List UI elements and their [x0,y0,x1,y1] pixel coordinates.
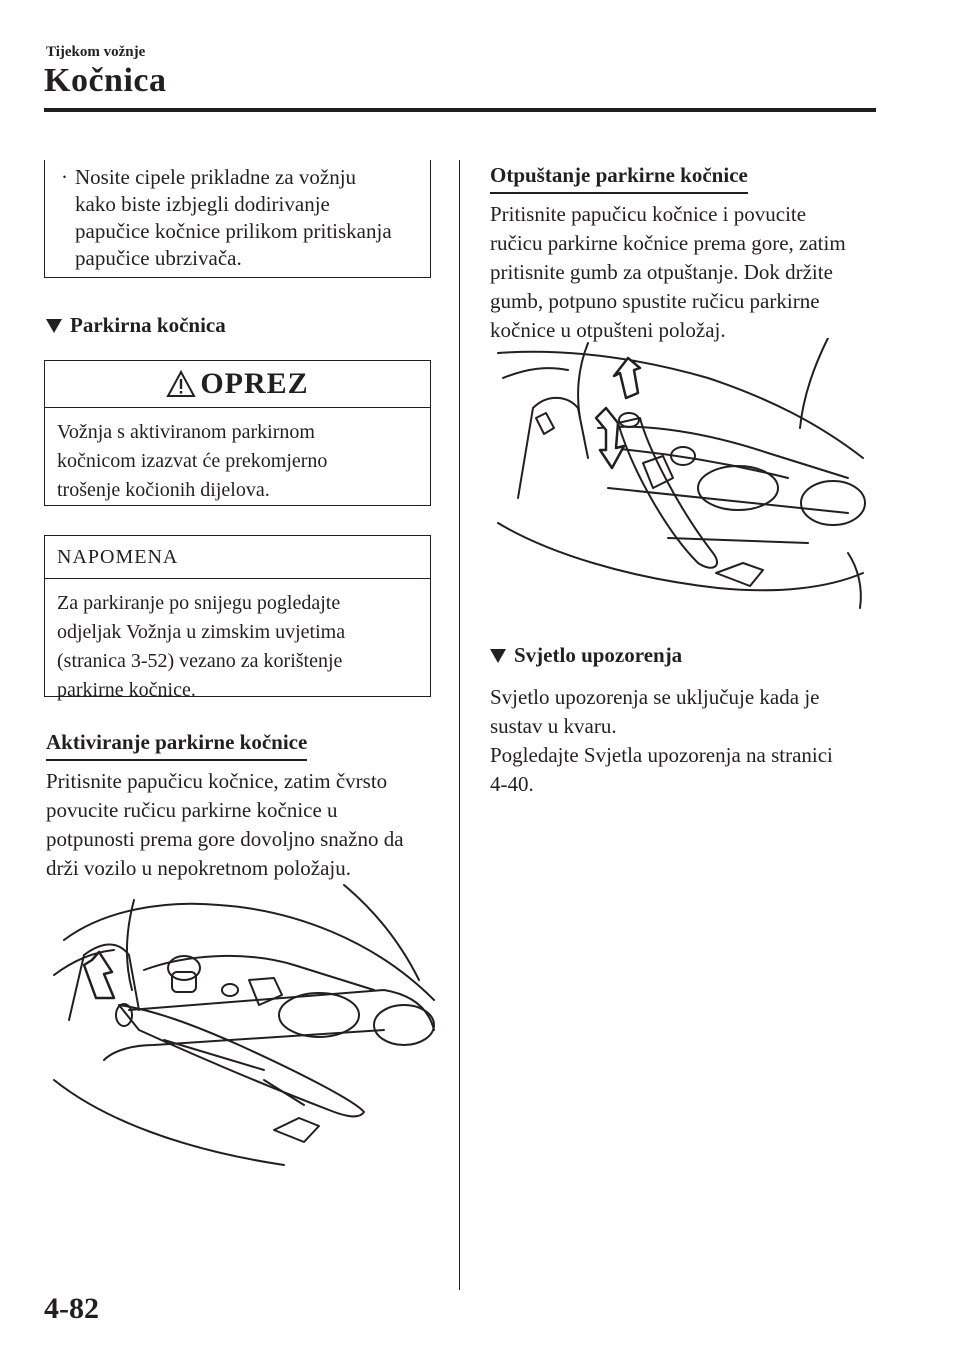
caution-header [45,361,430,408]
release-text: Pritisnite papučicu kočnice i povucite ručicu parkirne kočnice prema gore, zatim pritisnite gumb za otpuštanje. Dok držite gumb, potpuno spustite ručicu parkirne kočnice u otpušteni položaj. [490,202,846,342]
note-text: Za parkiranje po snijegu pogledajte odjeljak Vožnja u zimskim uvjetima (stranica 3-52) vezano za korištenje parkirne kočnice. [57,592,346,701]
chapter-title: Kočnica [44,62,167,99]
bullet-item [61,164,420,272]
page-number: 4-82 [44,1292,99,1325]
bullet-text: Nosite cipele prikladne za vožnju kako biste izbjegli dodirivanje papučice kočnice prilikom pritiskanja papučice ubrzivača. [75,165,392,270]
subheading-parking-brake-label: Parkirna kočnica [70,313,226,337]
subheading-warning-light-label: Svjetlo upozorenja [514,643,683,667]
bullet-box [44,160,431,278]
activation-text: Pritisnite papučicu kočnice, zatim čvrsto povucite ručicu parkirne kočnice u potpunosti prema gore dovoljno snažno da drži vozilo u nepokretnom položaju. [46,769,404,880]
warning-text: Svjetlo upozorenja se uključuje kada je sustav u kvaru. Pogledajte Svjetla upozorenja na stranici 4-40. [490,685,833,796]
column-divider [459,160,460,1290]
section-label: Tijekom vožnje [46,44,146,60]
note-header [45,536,430,579]
triangle-marker-icon [490,649,506,663]
parking-brake-release-illustration [488,338,878,623]
warning-triangle-icon [166,370,196,398]
caution-text: Vožnja s aktiviranom parkirnom kočnicom izazvat će prekomjerno trošenje kočionih dijelova. [57,421,328,501]
bullet-dot-icon: · [61,165,68,189]
note-box [44,535,431,701]
header-rule [44,108,876,112]
triangle-marker-icon [46,319,62,333]
activation-heading: Aktiviranje parkirne kočnice [46,730,307,761]
caution-box [44,360,431,506]
subheading-warning-light [490,643,682,668]
caution-title: OPREZ [200,367,309,400]
subheading-parking-brake [46,313,226,338]
note-title: NAPOMENA [57,545,179,568]
release-heading: Otpuštanje parkirne kočnice [490,163,748,194]
parking-brake-apply-illustration [44,880,444,1170]
